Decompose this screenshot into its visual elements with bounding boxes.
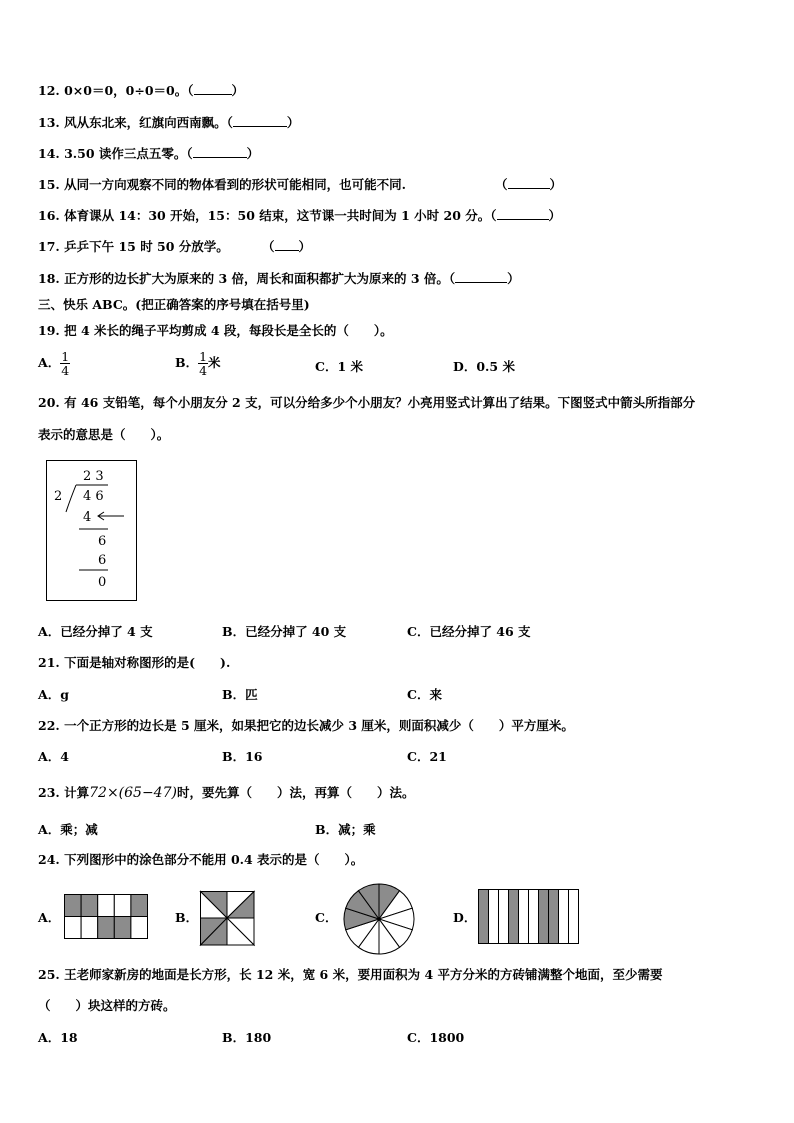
question-20: 20. 有 46 支铅笔，每个小朋友分 2 支，可以分给多少个小朋友？小亮用竖式计算出了结果。下图竖式中箭头所指部分 — [38, 395, 696, 410]
option-b[interactable]: B． $\frac{1}{4}$ 米 — [175, 349, 221, 378]
strip — [569, 890, 579, 944]
option-a-label[interactable]: A． — [38, 910, 61, 925]
fraction: $\frac{1}{4}$ — [61, 349, 70, 378]
question-15-answer: （ ） — [495, 177, 563, 192]
question-17-answer: （ ） — [262, 239, 312, 254]
question-13: 13. 风从东北来，红旗向西南飘。（ ） — [38, 115, 300, 130]
question-18: 18. 正方形的边长扩大为原来的 3 倍，周长和面积都扩大为原来的 3 倍。（ ） — [38, 271, 520, 286]
question-22: 22. 一个正方形的边长是 5 厘米，如果把它的边长减少 3 厘米，则面积减少（ ）平方厘米。 — [38, 718, 574, 733]
strip — [489, 890, 499, 944]
option-a[interactable]: A．4 — [38, 749, 69, 764]
option-c[interactable]: C．来 — [407, 687, 442, 702]
question-16: 16. 体育课从 14：30 开始，15：50 结束，这节课一共时间为 1 小时 20 分。（ ） — [38, 208, 562, 223]
step-remainder: 6 — [98, 534, 107, 549]
option-d[interactable]: D．0.5 米 — [453, 359, 515, 374]
option-b[interactable]: B．180 — [222, 1030, 272, 1045]
question-23: 23. 计算72×(65−47)时，要先算（ ）法，再算（ ）法。 — [38, 785, 415, 801]
strip — [559, 890, 569, 944]
option-b[interactable]: B．减；乘 — [315, 822, 376, 837]
grid-cell — [81, 917, 98, 939]
option-a[interactable]: A．已经分掉了 4 支 — [38, 624, 153, 639]
grid-cell — [114, 895, 131, 917]
question-25: 25. 王老师家新房的地面是长方形，长 12 米，宽 6 米，要用面积为 4 平方分米的方砖铺满整个地面，至少需要 — [38, 967, 663, 982]
option-c[interactable]: C．1 米 — [315, 359, 363, 374]
question-20-line2: 表示的意思是（ ）。 — [38, 427, 170, 442]
option-c[interactable]: C．1800 — [407, 1030, 465, 1045]
strip — [499, 890, 509, 944]
grid-cell — [65, 895, 82, 917]
option-a[interactable]: A．g — [38, 687, 69, 702]
option-a-figure[interactable] — [64, 894, 148, 940]
step-product-2: 6 — [98, 553, 107, 568]
answer-blank[interactable] — [194, 83, 232, 95]
question-19: 19. 把 4 米长的绳子平均剪成 4 段，每段长是全长的（ ）。 — [38, 323, 393, 338]
strip — [479, 890, 489, 944]
strip — [549, 890, 559, 944]
strip — [529, 890, 539, 944]
option-b[interactable]: B．16 — [222, 749, 263, 764]
question-17: 17. 乒乒下午 15 时 50 分放学。 — [38, 239, 229, 254]
question-12: 12. 0×0＝0，0÷0＝0。（ ） — [38, 83, 245, 98]
fraction: $\frac{1}{4}$ — [199, 349, 208, 378]
dividend: 4 6 — [83, 489, 104, 504]
option-b[interactable]: B．已经分掉了 40 支 — [222, 624, 347, 639]
option-a[interactable]: A．乘；减 — [38, 822, 98, 837]
strip — [519, 890, 529, 944]
grid-cell — [98, 895, 115, 917]
option-c-label[interactable]: C． — [315, 910, 338, 925]
grid-cell — [131, 895, 148, 917]
question-24: 24. 下列图形中的涂色部分不能用 0.4 表示的是（ ）。 — [38, 852, 364, 867]
strip — [509, 890, 519, 944]
answer-blank[interactable] — [508, 177, 550, 189]
question-14: 14. 3.50 读作三点五零。（ ） — [38, 146, 260, 161]
section-heading: 三、快乐 ABC。(把正确答案的序号填在括号里) — [38, 297, 310, 312]
grid-cell — [114, 917, 131, 939]
final-remainder: 0 — [98, 575, 107, 590]
grid-cell — [81, 895, 98, 917]
strip — [539, 890, 549, 944]
grid-cell — [65, 917, 82, 939]
divisor: 2 — [54, 489, 63, 504]
grid-cell — [98, 917, 115, 939]
option-c[interactable]: C．21 — [407, 749, 447, 764]
option-b[interactable]: B．匹 — [222, 687, 258, 702]
option-c[interactable]: C．已经分掉了 46 支 — [407, 624, 531, 639]
question-21: 21. 下面是轴对称图形的是( ). — [38, 655, 231, 670]
answer-blank[interactable] — [497, 208, 549, 220]
option-a[interactable]: A．18 — [38, 1030, 78, 1045]
answer-blank[interactable] — [275, 239, 299, 251]
option-d-label[interactable]: D． — [453, 910, 477, 925]
step-product: 4 — [83, 510, 92, 525]
question-25-line2: （ ）块这样的方砖。 — [38, 998, 176, 1013]
answer-blank[interactable] — [233, 115, 287, 127]
math-expression: 72×(65−47) — [89, 785, 177, 801]
option-a[interactable]: A． $\frac{1}{4}$ — [38, 349, 70, 378]
option-b-label[interactable]: B． — [175, 910, 199, 925]
long-division-figure — [46, 460, 138, 602]
grid-cell — [131, 917, 148, 939]
answer-blank[interactable] — [455, 271, 507, 283]
quotient: 2 3 — [83, 469, 104, 484]
option-d-figure[interactable] — [478, 889, 580, 945]
question-15: 15. 从同一方向观察不同的物体看到的形状可能相同，也可能不同. — [38, 177, 406, 192]
option-b-figure[interactable] — [200, 891, 256, 947]
option-c-figure[interactable] — [342, 882, 416, 956]
answer-blank[interactable] — [193, 146, 247, 158]
